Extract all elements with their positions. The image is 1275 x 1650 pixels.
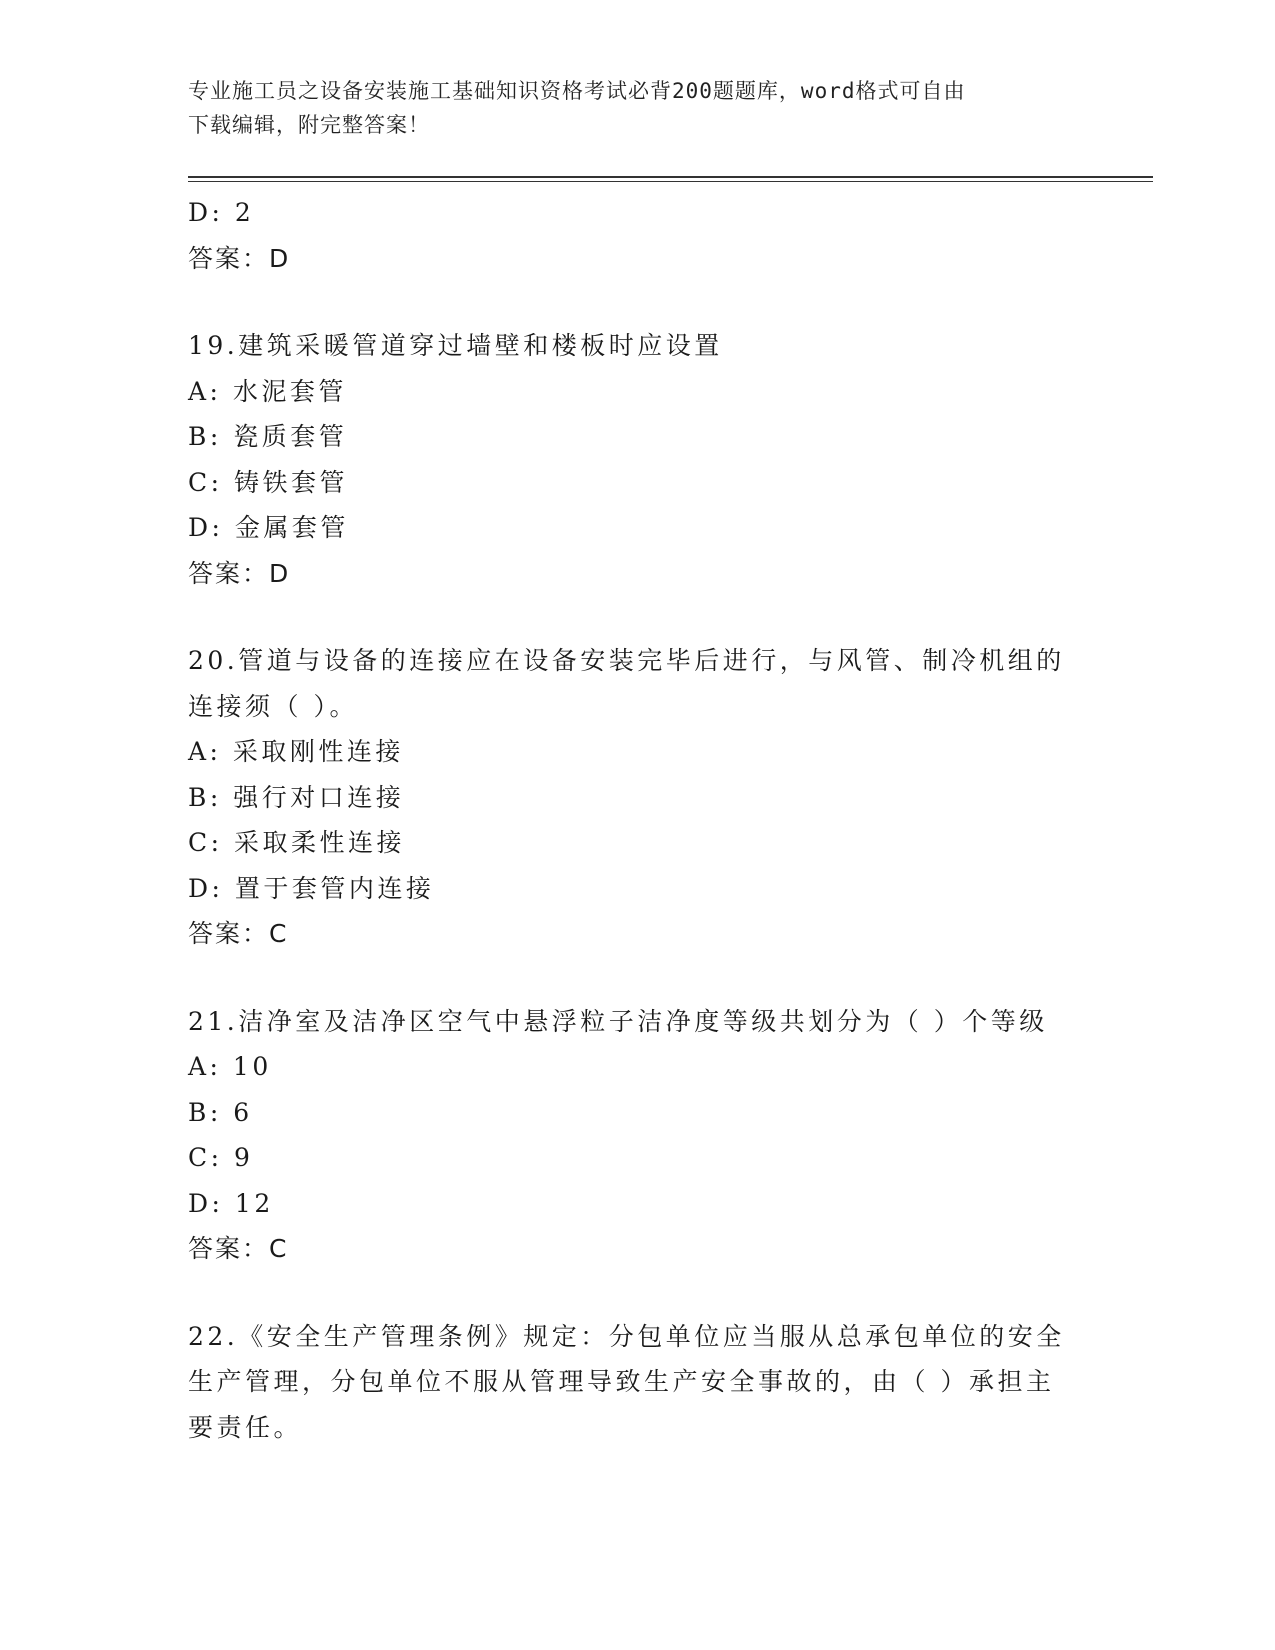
answer-line: 答案：C: [188, 1234, 289, 1263]
header-rule-thick: [188, 176, 1153, 178]
option-d: D: 12: [188, 1188, 274, 1218]
question-22: [188, 1314, 1068, 1451]
answer-line: 答案：C: [188, 919, 289, 948]
question-19: [188, 323, 1068, 596]
option-b: B: 强行对口连接: [188, 782, 405, 812]
option-c: C: 9: [188, 1143, 254, 1172]
question-21: [188, 999, 1068, 1272]
option-a: A: 水泥套管: [188, 376, 347, 406]
page-header: [188, 74, 1068, 142]
header-title-line-1: 专业施工员之设备安装施工基础知识资格考试必背200题题库，word格式可自由: [188, 79, 966, 103]
option-d: D: 金属套管: [188, 513, 349, 542]
header-rule-thin: [188, 181, 1153, 182]
option-b: B: 瓷质套管: [188, 422, 348, 451]
option-a: A: 10: [188, 1052, 272, 1081]
answer-line: 答案：D: [188, 558, 291, 588]
option-c: C: 采取柔性连接: [188, 828, 405, 857]
question-text: 22.《安全生产管理条例》规定：分包单位应当服从总承包单位的安全生产管理，分包单位不服从管理导致生产安全事故的，由（ ）承担主要责任。: [188, 1321, 1065, 1442]
option-a: A: 采取刚性连接: [188, 737, 404, 766]
previous-question-tail: [188, 190, 1068, 281]
answer-line: 答案：D: [188, 243, 291, 273]
header-title-line-2: 下载编辑，附完整答案！: [188, 113, 430, 137]
option-d: D: 置于套管内连接: [188, 873, 435, 903]
question-text: 21.洁净室及洁净区空气中悬浮粒子洁净度等级共划分为（ ）个等级: [188, 1006, 1048, 1036]
option-d: D: 2: [188, 198, 255, 227]
option-b: B: 6: [188, 1097, 253, 1127]
option-c: C: 铸铁套管: [188, 467, 348, 497]
question-list: [188, 190, 1068, 1450]
question-20: [188, 638, 1068, 957]
question-text: 19.建筑采暖管道穿过墙壁和楼板时应设置: [188, 331, 723, 360]
question-text: 20.管道与设备的连接应在设备安装完毕后进行，与风管、制冷机组的连接须（ ）。: [188, 646, 1065, 721]
